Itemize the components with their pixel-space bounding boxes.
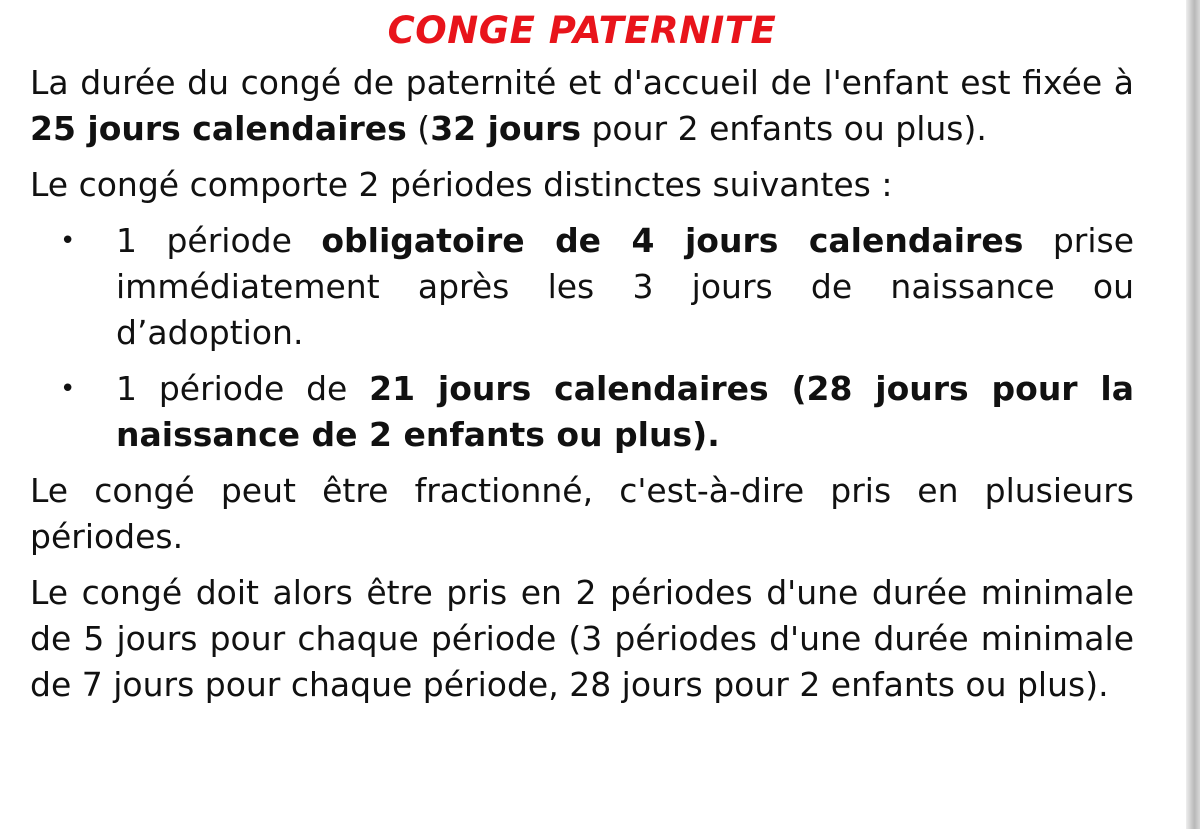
list-item-bold: obligatoire de 4 jours calendaires bbox=[321, 221, 1024, 260]
document bbox=[30, 6, 1134, 718]
list-item-text: prise immédiatement après les 3 jours de naissance ou d’adoption. bbox=[116, 221, 1135, 352]
highlight-25-days: 25 jours calendaires bbox=[30, 109, 407, 148]
bullet-icon: • bbox=[60, 374, 76, 404]
list-item-text: 1 période bbox=[116, 221, 322, 260]
list-item-text: 1 période de bbox=[116, 369, 370, 408]
paragraph-text: ( bbox=[406, 109, 431, 148]
periods-list bbox=[30, 218, 1134, 458]
bullet-icon: • bbox=[60, 226, 76, 256]
highlight-32-days: 32 jours bbox=[430, 109, 581, 148]
page-title: CONGE PATERNITE bbox=[387, 9, 777, 52]
list-item bbox=[30, 366, 1134, 458]
paragraph-split-rules: Le congé doit alors être pris en 2 périodes d'une durée minimale de 5 jours pour chaque période (3 périodes d'une durée minimale de 7 jours pour chaque période, 28 jours pour 2 enfants ou plus). bbox=[30, 573, 1134, 704]
paragraph-text: pour 2 enfants ou plus). bbox=[581, 109, 987, 148]
list-item bbox=[30, 218, 1134, 356]
paragraph-duration bbox=[30, 60, 1134, 152]
paragraph-periods-intro: Le congé comporte 2 périodes distinctes suivantes : bbox=[30, 165, 893, 204]
paragraph-split: Le congé peut être fractionné, c'est-à-dire pris en plusieurs périodes. bbox=[30, 471, 1134, 556]
page-edge-shadow bbox=[1186, 0, 1200, 829]
list-item-bold: 21 jours calendaires (28 jours pour la naissance de 2 enfants ou plus). bbox=[116, 369, 1134, 454]
paragraph-text: La durée du congé de paternité et d'accueil de l'enfant est fixée à bbox=[30, 63, 1134, 102]
